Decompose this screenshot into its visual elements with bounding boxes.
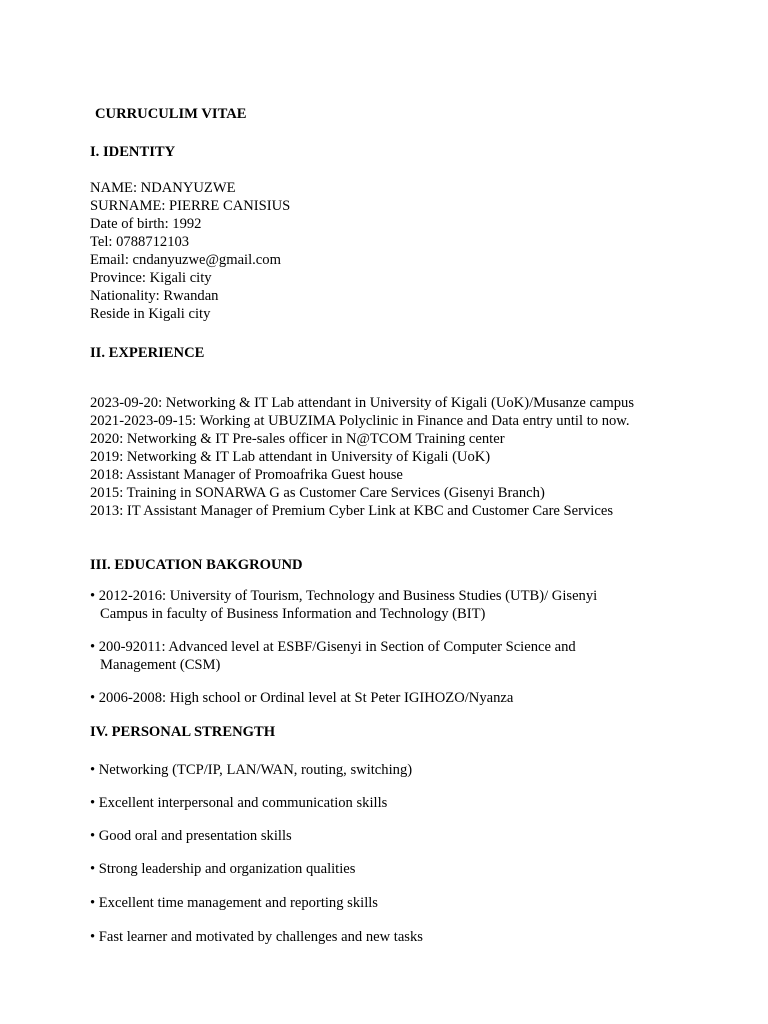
experience-line: 2019: Networking & IT Lab attendant in University of Kigali (UoK) xyxy=(90,449,491,465)
strength-item: • Excellent time management and reporting skills xyxy=(90,895,378,911)
identity-nationality: Nationality: Rwandan xyxy=(90,288,219,304)
experience-line: 2021-2023-09-15: Working at UBUZIMA Polyclinic in Finance and Data entry until to now. xyxy=(90,413,630,429)
identity-email: Email: cndanyuzwe@gmail.com xyxy=(90,252,281,268)
identity-tel: Tel: 0788712103 xyxy=(90,234,190,250)
experience-line: 2023-09-20: Networking & IT Lab attendant in University of Kigali (UoK)/Musanze campus xyxy=(90,395,635,411)
strength-heading: IV. PERSONAL STRENGTH xyxy=(90,724,276,740)
identity-surname: SURNAME: PIERRE CANISIUS xyxy=(90,198,291,214)
education-item-line: • 200-92011: Advanced level at ESBF/Gisenyi in Section of Computer Science and xyxy=(90,639,576,655)
strength-item: • Excellent interpersonal and communication skills xyxy=(90,795,388,811)
strength-item: • Strong leadership and organization qualities xyxy=(90,861,356,877)
experience-line: 2018: Assistant Manager of Promoafrika Guest house xyxy=(90,467,403,483)
education-item-continuation: Management (CSM) xyxy=(100,657,221,673)
identity-residence: Reside in Kigali city xyxy=(90,306,211,322)
education-item-continuation: Campus in faculty of Business Information and Technology (BIT) xyxy=(100,606,486,622)
identity-name: NAME: NDANYUZWE xyxy=(90,180,236,196)
identity-date-of-birth: Date of birth: 1992 xyxy=(90,216,202,232)
strength-item: • Good oral and presentation skills xyxy=(90,828,292,844)
education-heading: III. EDUCATION BAKGROUND xyxy=(90,557,303,573)
identity-province: Province: Kigali city xyxy=(90,270,212,286)
experience-line: 2015: Training in SONARWA G as Customer Care Services (Gisenyi Branch) xyxy=(90,485,545,501)
experience-line: 2013: IT Assistant Manager of Premium Cyber Link at KBC and Customer Care Services xyxy=(90,503,613,519)
strength-item: • Fast learner and motivated by challenges and new tasks xyxy=(90,929,423,945)
experience-heading: II. EXPERIENCE xyxy=(90,345,205,361)
education-item xyxy=(90,638,576,674)
strength-item: • Networking (TCP/IP, LAN/WAN, routing, switching) xyxy=(90,762,413,778)
document-title: CURRUCULIM VITAE xyxy=(95,106,247,122)
education-item xyxy=(90,587,597,623)
experience-line: 2020: Networking & IT Pre-sales officer in N@TCOM Training center xyxy=(90,431,505,447)
education-item xyxy=(90,689,513,707)
identity-heading: I. IDENTITY xyxy=(90,144,176,160)
education-item-line: • 2012-2016: University of Tourism, Technology and Business Studies (UTB)/ Gisenyi xyxy=(90,588,598,604)
education-item-line: • 2006-2008: High school or Ordinal level at St Peter IGIHOZO/Nyanza xyxy=(90,690,514,706)
